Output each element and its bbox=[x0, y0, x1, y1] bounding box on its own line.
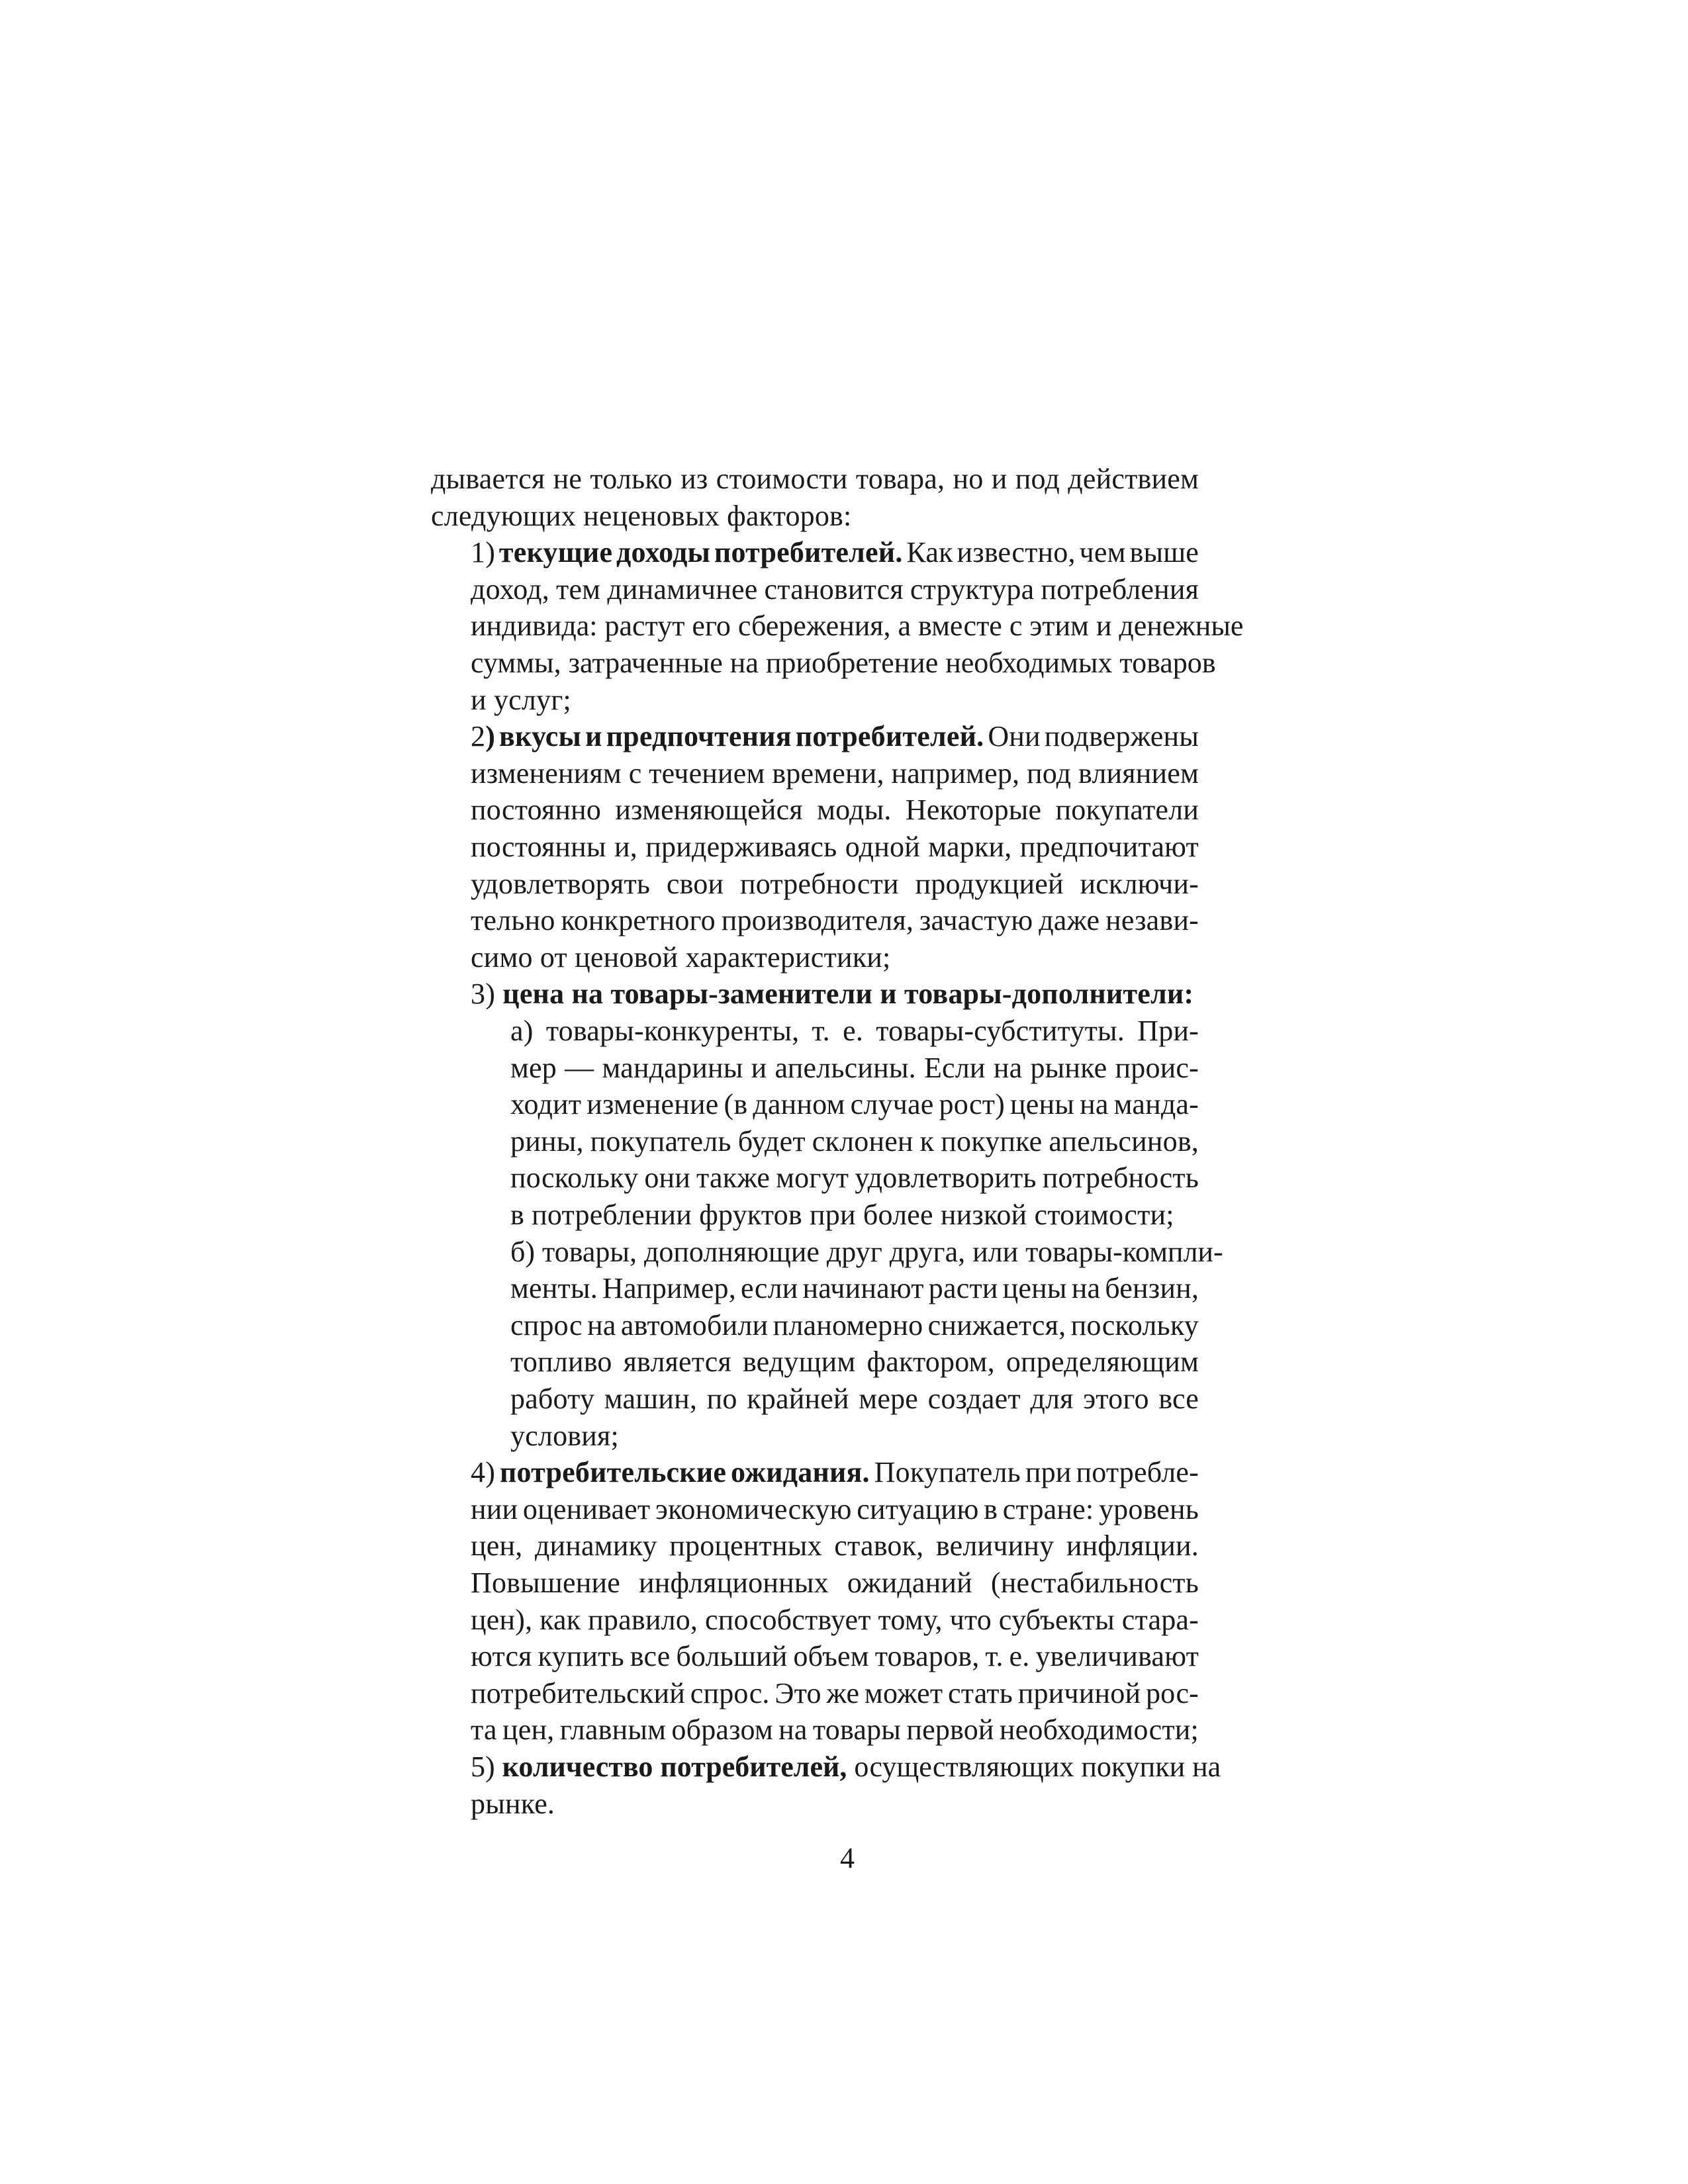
text-segment: мер — мандарины и апельсины. Если на рынке проис- bbox=[510, 1051, 1199, 1084]
text-line bbox=[510, 1123, 1199, 1160]
text-segment: Они подвержены bbox=[984, 720, 1199, 753]
text-line-content bbox=[471, 1788, 555, 1820]
text-line-content bbox=[510, 1199, 1174, 1231]
text-segment: потребительский спрос. Это же может стать причиной рос- bbox=[471, 1676, 1199, 1709]
text-line bbox=[510, 1307, 1199, 1344]
text-line bbox=[471, 1602, 1199, 1639]
text-line bbox=[510, 1160, 1199, 1197]
text-line bbox=[471, 534, 1199, 571]
text-segment: дывается не только из стоимости товара, но и под действием bbox=[431, 463, 1199, 495]
text-line bbox=[471, 755, 1199, 792]
text-line bbox=[510, 1418, 619, 1455]
text-line-content bbox=[431, 463, 1199, 495]
text-line bbox=[471, 682, 571, 719]
text-line-content bbox=[471, 1604, 1199, 1636]
text-segment: удовлетворять свои потребности продукцией исключи- bbox=[471, 867, 1199, 900]
text-line-content bbox=[510, 1088, 1199, 1120]
text-segment: и услуг; bbox=[471, 683, 571, 716]
text-segment: 4) bbox=[471, 1456, 500, 1489]
text-line bbox=[471, 976, 1194, 1013]
text-line bbox=[471, 608, 1243, 645]
text-line-content bbox=[510, 1420, 619, 1452]
text-segment: цен), как правило, способствует тому, что субъекты стара- bbox=[471, 1603, 1199, 1636]
text-segment: постоянны и, придерживаясь одной марки, предпочитают bbox=[471, 831, 1199, 863]
text-segment: условия; bbox=[510, 1419, 619, 1452]
text-line bbox=[471, 1527, 1199, 1565]
text-segment: суммы, затраченные на приобретение необходимых товаров bbox=[471, 647, 1216, 679]
text-line-content bbox=[510, 1015, 1199, 1047]
text-segment: Повышение инфляционных ожиданий (нестабильность bbox=[471, 1567, 1199, 1599]
text-line-content bbox=[471, 904, 1199, 936]
text-line-content bbox=[471, 720, 1199, 752]
text-line bbox=[510, 1381, 1199, 1418]
text-line bbox=[471, 1749, 1221, 1786]
text-segment: изменениям с течением времени, например, под влиянием bbox=[471, 756, 1199, 790]
text-line-content bbox=[510, 1383, 1199, 1415]
text-segment: осуществляющих покупки на bbox=[847, 1751, 1221, 1783]
text-line bbox=[510, 1013, 1199, 1050]
text-line-content bbox=[471, 1751, 1221, 1783]
text-line-content bbox=[471, 1456, 1199, 1488]
text-line-content bbox=[471, 610, 1243, 642]
text-line bbox=[471, 829, 1199, 866]
text-segment: 1) bbox=[471, 536, 499, 569]
text-line bbox=[510, 1086, 1199, 1123]
text-line-content bbox=[431, 500, 851, 532]
text-segment: рины, покупатель будет склонен к покупке апельсинов, bbox=[510, 1124, 1199, 1158]
text-segment: 5) bbox=[471, 1751, 502, 1783]
text-line bbox=[471, 792, 1199, 829]
text-segment: доход, тем динамичнее становится структура потребления bbox=[471, 572, 1199, 606]
text-segment: топливо является ведущим фактором, определяющим bbox=[510, 1345, 1199, 1379]
text-segment: 3) bbox=[471, 978, 503, 1011]
text-segment: Как известно, чем выше bbox=[902, 536, 1199, 569]
text-line-content bbox=[471, 757, 1199, 790]
text-segment: поскольку они также могут удовлетворить потребность bbox=[510, 1161, 1199, 1195]
text-line bbox=[471, 718, 1199, 755]
text-line bbox=[471, 939, 890, 976]
text-line-content bbox=[510, 1272, 1199, 1304]
text-segment: рынке. bbox=[471, 1787, 555, 1820]
bold-term: цена на товары-заменители и товары-дополнители: bbox=[502, 978, 1194, 1011]
text-line-content bbox=[471, 941, 890, 974]
text-segment: постоянно изменяющейся моды. Некоторые покупатели bbox=[471, 794, 1199, 827]
text-line bbox=[471, 1454, 1199, 1491]
bold-term: ) вкусы и предпочтения потребителей. bbox=[485, 720, 984, 753]
text-segment: менты. Например, если начинают расти цены на бензин, bbox=[510, 1272, 1199, 1305]
text-line bbox=[471, 1711, 1199, 1749]
text-line-content bbox=[510, 1236, 1223, 1268]
text-line bbox=[510, 1050, 1199, 1087]
text-line bbox=[471, 645, 1216, 682]
text-line bbox=[471, 1565, 1199, 1602]
text-segment: ются купить все больший объем товаров, т. е. увеличивают bbox=[471, 1640, 1199, 1673]
text-line bbox=[431, 461, 1199, 498]
text-line bbox=[510, 1197, 1174, 1234]
bold-term: количество потребителей, bbox=[502, 1751, 847, 1783]
bold-term: текущие доходы потребителей. bbox=[498, 536, 903, 569]
text-segment: тельно конкретного производителя, зачастую даже незави- bbox=[471, 904, 1199, 937]
text-segment: индивида: растут его сбережения, а вместе с этим и денежные bbox=[471, 610, 1244, 643]
text-line-content bbox=[471, 1640, 1199, 1672]
text-line-content bbox=[471, 1713, 1199, 1746]
text-line-content bbox=[471, 1529, 1199, 1562]
page-number: 4 bbox=[840, 1842, 855, 1874]
text-line-content bbox=[471, 647, 1216, 679]
text-segment: следующих неценовых факторов: bbox=[431, 499, 852, 532]
text-line-content bbox=[471, 573, 1199, 606]
text-line-content bbox=[510, 1345, 1199, 1378]
text-line bbox=[471, 1491, 1199, 1528]
text-segment: а) товары-конкуренты, т. е. товары-субституты. При- bbox=[510, 1015, 1199, 1047]
text-segment: ходит изменение (в данном случае рост) цены на манда- bbox=[510, 1088, 1199, 1121]
text-segment: та цен, главным образом на товары первой необходимости; bbox=[471, 1713, 1199, 1747]
text-line-content bbox=[471, 1677, 1199, 1709]
text-line-content bbox=[471, 831, 1199, 863]
text-line bbox=[471, 1675, 1199, 1712]
text-line bbox=[431, 498, 851, 535]
text-segment: б) товары, дополняющие друг друга, или товары-компли- bbox=[510, 1235, 1223, 1268]
text-segment: спрос на автомобили планомерно снижается, поскольку bbox=[510, 1308, 1199, 1342]
text-line-content bbox=[510, 1125, 1199, 1158]
text-segment: нии оценивает экономическую ситуацию в стране: уровень bbox=[471, 1492, 1199, 1525]
text-segment: работу машин, по крайней мере создает для этого все bbox=[510, 1383, 1199, 1415]
text-line-content bbox=[471, 794, 1199, 826]
text-line bbox=[471, 902, 1199, 939]
text-line bbox=[510, 1270, 1199, 1307]
text-line bbox=[471, 571, 1199, 608]
text-line bbox=[510, 1234, 1223, 1271]
text-line bbox=[510, 1343, 1199, 1381]
text-line-content bbox=[471, 1493, 1199, 1525]
text-segment: в потреблении фруктов при более низкой стоимости; bbox=[510, 1199, 1174, 1231]
text-segment: симо от ценовой характеристики; bbox=[471, 940, 891, 974]
text-line bbox=[471, 1638, 1199, 1675]
text-line-content bbox=[471, 1567, 1199, 1599]
text-line-content bbox=[471, 536, 1199, 569]
text-segment: 2 bbox=[471, 720, 486, 753]
text-line bbox=[471, 1786, 555, 1823]
text-line-content bbox=[510, 1309, 1199, 1342]
text-segment: Покупатель при потребле- bbox=[869, 1456, 1199, 1489]
text-line-content bbox=[510, 1052, 1199, 1084]
text-segment: цен, динамику процентных ставок, величину инфляции. bbox=[471, 1529, 1199, 1563]
text-line-content bbox=[471, 978, 1194, 1010]
bold-term: потребительские ожидания. bbox=[499, 1456, 870, 1489]
text-line-content bbox=[510, 1161, 1199, 1194]
text-line-content bbox=[471, 868, 1199, 900]
text-line-content bbox=[471, 684, 571, 716]
text-line bbox=[471, 866, 1199, 903]
